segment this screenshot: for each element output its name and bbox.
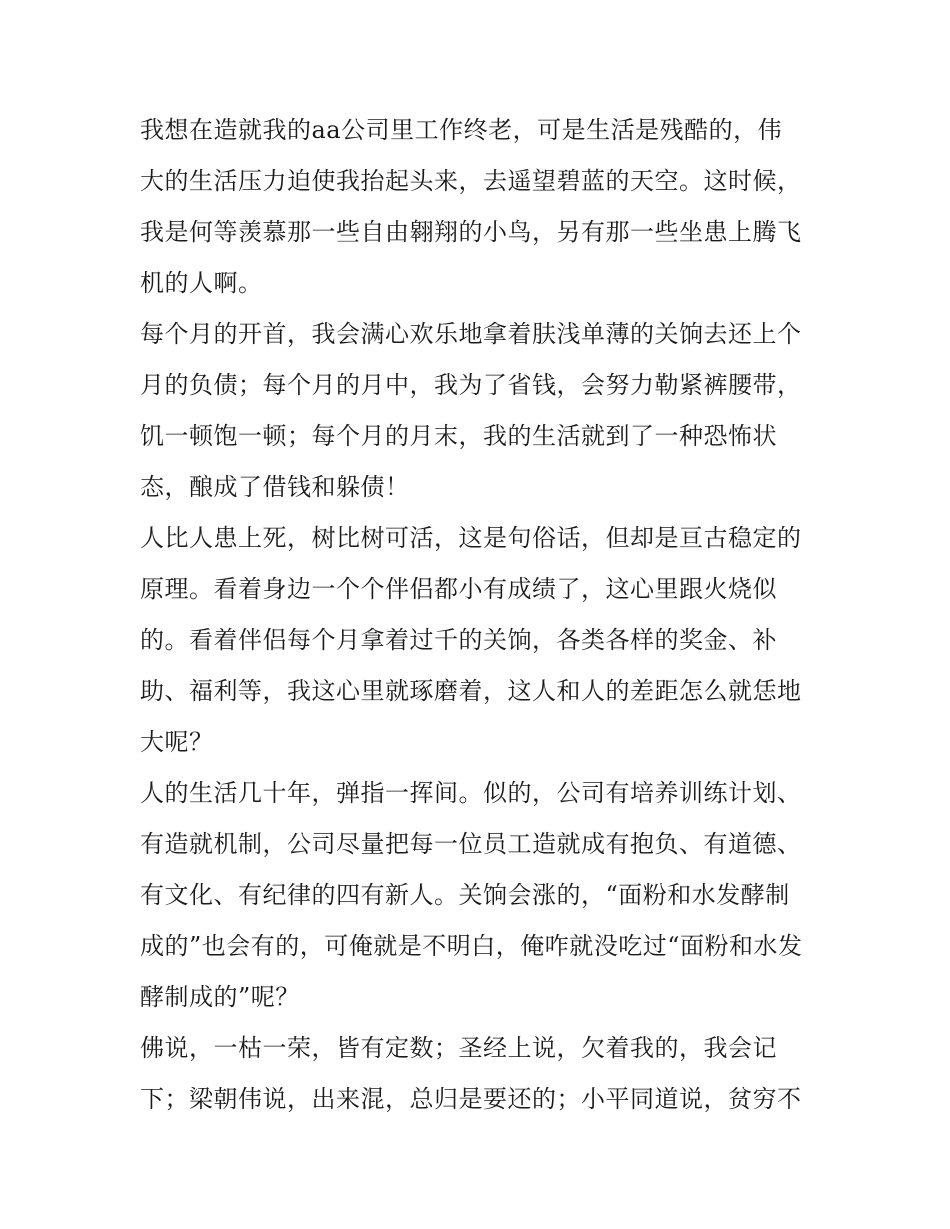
text-line: 人的生活几十年，弹指一挥间。似的，公司有培养训练计划、 bbox=[140, 779, 802, 807]
text-line: 佛说，一枯一荣，皆有定数；圣经上说，欠着我的，我会记 bbox=[140, 1034, 777, 1062]
text-line: 有文化、有纪律的四有新人。关饷会涨的，“面粉和水发酵制 bbox=[140, 881, 790, 909]
text-line: 机的人啊。 bbox=[140, 269, 263, 297]
text-line: 饥一顿饱一顿；每个月的月末，我的生活就到了一种恐怖状 bbox=[140, 422, 777, 450]
text-line: 的。看着伴侣每个月拿着过千的关饷，各类各样的奖金、补 bbox=[140, 626, 777, 654]
text-line: 大呢？ bbox=[140, 728, 214, 756]
text-line: 人比人患上死，树比树可活，这是句俗话，但却是亘古稳定的 bbox=[140, 524, 802, 552]
text-line: 我想在造就我的aa公司里工作终老，可是生活是残酷的，伟 bbox=[140, 116, 783, 144]
document-body bbox=[140, 105, 815, 1125]
text-line: 我是何等羡慕那一些自由翱翔的小鸟，另有那一些坐患上腾飞 bbox=[140, 218, 802, 246]
text-line: 有造就机制，公司尽量把每一位员工造就成有抱负、有道德、 bbox=[140, 830, 802, 858]
text-line: 态，酿成了借钱和躲债！ bbox=[140, 473, 410, 501]
text-line: 月的负债；每个月的月中，我为了省钱，会努力勒紧裤腰带， bbox=[140, 371, 802, 399]
text-line: 原理。看着身边一个个伴侣都小有成绩了，这心里跟火烧似 bbox=[140, 575, 777, 603]
text-line: 成的”也会有的，可俺就是不明白，俺咋就没吃过“面粉和水发 bbox=[140, 932, 803, 960]
text-line: 酵制成的”呢？ bbox=[140, 983, 300, 1011]
text-line: 大的生活压力迫使我抬起头来，去遥望碧蓝的天空。这时候， bbox=[140, 167, 802, 195]
text-line: 每个月的开首，我会满心欢乐地拿着肤浅单薄的关饷去还上个 bbox=[140, 320, 802, 348]
text-line: 助、福利等，我这心里就琢磨着，这人和人的差距怎么就恁地 bbox=[140, 677, 802, 705]
text-line: 下；梁朝伟说，出来混，总归是要还的；小平同道说，贫穷不 bbox=[140, 1085, 802, 1113]
